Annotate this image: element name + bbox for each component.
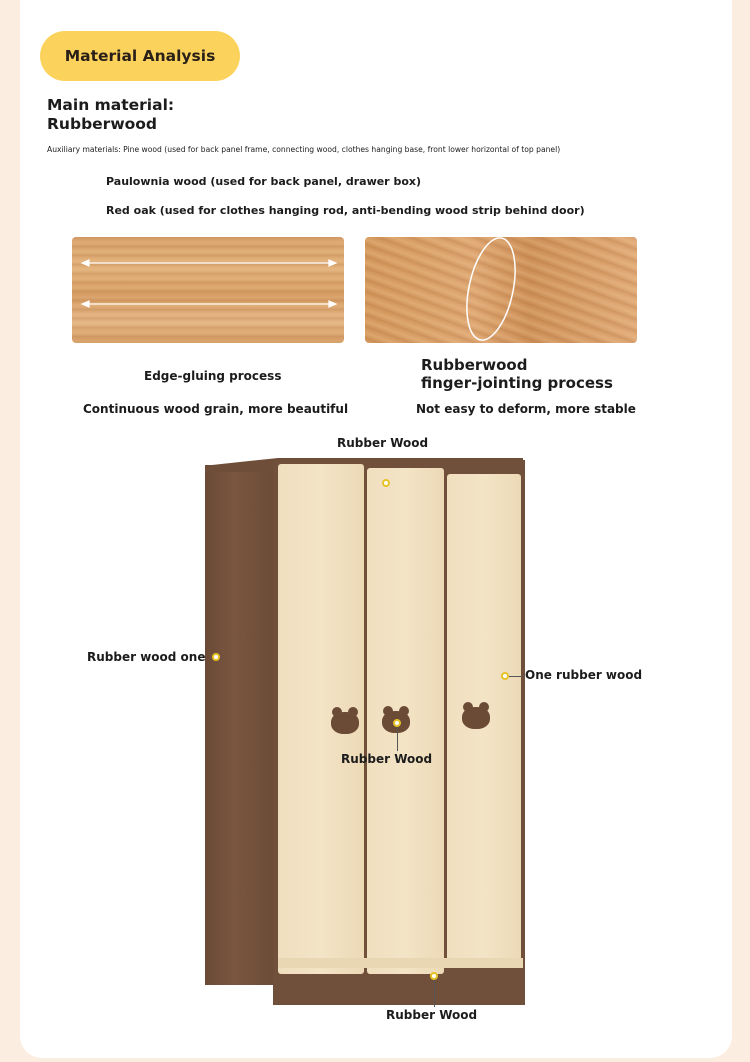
edge-glued-wood-sample [72,237,344,343]
label-left-rubber-wood: Rubber wood one [87,650,206,664]
bear-handle-icon [462,707,490,729]
bear-handle-icon [331,712,359,734]
marker-handle-dot-icon [393,719,401,727]
marker-top-dot-icon [382,479,390,487]
wardrobe-bottom-rail [278,958,523,968]
finger-joint-highlight-icon [365,237,637,343]
label-top-rubber-wood: Rubber Wood [337,436,429,450]
label-handle-rubber-wood: Rubber Wood [341,752,433,766]
main-material-value: Rubberwood [47,115,158,133]
marker-left-dot-icon [212,653,220,661]
leader-line-handle [397,727,398,751]
finger-jointed-wood-sample [365,237,637,343]
main-material-label: Main material: [47,96,175,114]
finger-jointing-title-line2: finger-jointing process [421,374,613,392]
label-bottom-rubber-wood: Rubber Wood [386,1008,478,1022]
material-analysis-badge [40,31,240,81]
wardrobe-side-panel [205,465,277,985]
label-right-rubber-wood: One rubber wood [525,668,643,682]
finger-jointing-title-line1: Rubberwood [421,356,528,374]
marker-right-dot-icon [501,672,509,680]
finger-jointing-desc: Not easy to deform, more stable [416,402,636,416]
paulownia-wood-text: Paulownia wood (used for back panel, drawer box) [106,175,421,188]
edge-gluing-title: Edge-gluing process [144,369,282,383]
finger-jointing-title [421,356,613,392]
leader-line-right [509,676,525,677]
leader-line-bottom [434,980,435,1007]
marker-bottom-dot-icon [430,972,438,980]
auxiliary-materials: Auxiliary materials: Pine wood (used for back panel frame, connecting wood, clothes hanging base, front lower horizontal of top panel) [47,145,561,154]
red-oak-text: Red oak (used for clothes hanging rod, anti-bending wood strip behind door) [106,204,585,217]
grain-arrows-icon [72,237,344,343]
badge-label: Material Analysis [64,47,216,65]
edge-gluing-desc: Continuous wood grain, more beautiful [83,402,349,416]
main-material [47,96,174,134]
